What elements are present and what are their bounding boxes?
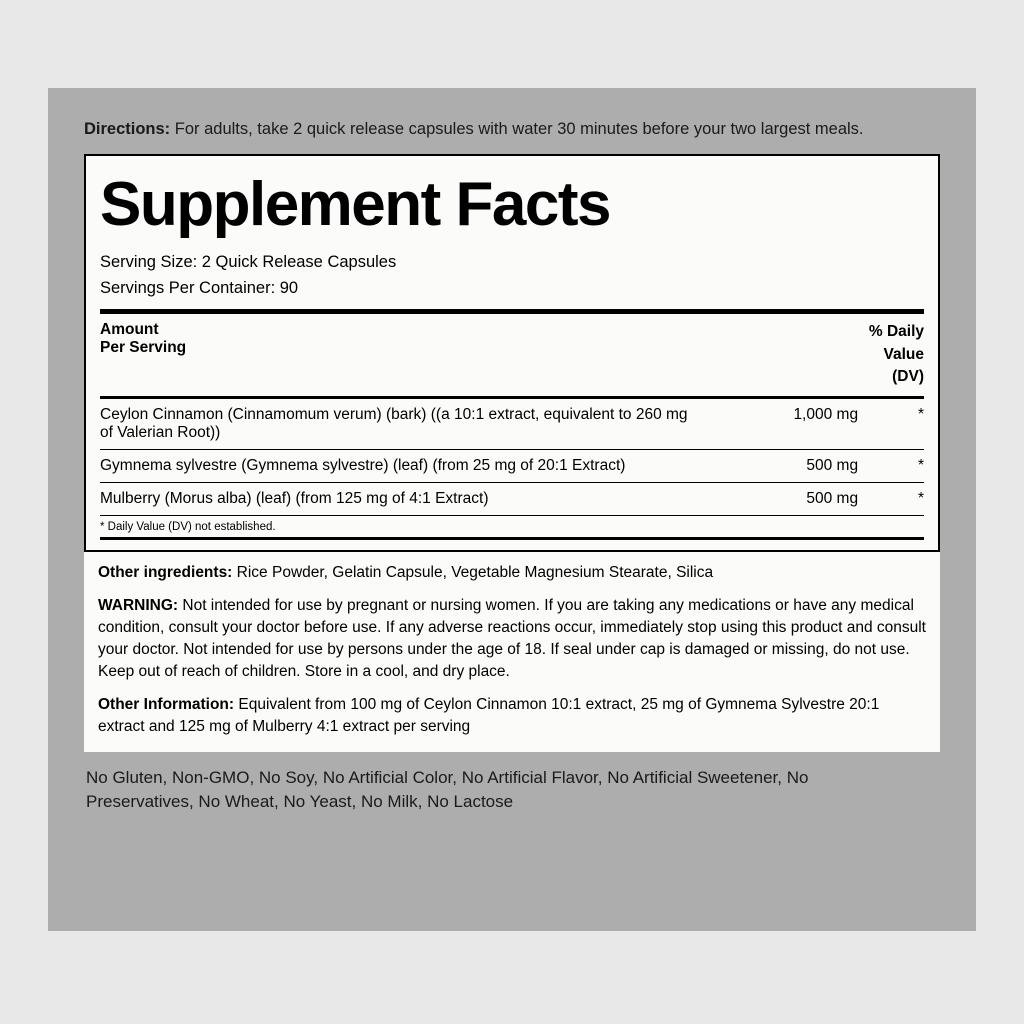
header-dv-line3: (DV) bbox=[892, 368, 924, 386]
header-amount-line2: Per Serving bbox=[100, 339, 187, 357]
header-spacer-cell bbox=[693, 314, 858, 395]
table-header-row bbox=[100, 314, 924, 395]
directions-paragraph bbox=[84, 118, 884, 140]
label-notes-section bbox=[84, 552, 940, 752]
warning-label: WARNING: bbox=[98, 597, 179, 615]
supplement-facts-table bbox=[100, 314, 924, 395]
row-amount: 500 mg bbox=[693, 482, 858, 515]
other-ingredients-label: Other ingredients: bbox=[98, 563, 233, 581]
serving-size: Serving Size: 2 Quick Release Capsules bbox=[100, 253, 397, 272]
row-dv: * bbox=[858, 482, 924, 515]
header-amount-line1: Amount bbox=[100, 321, 159, 339]
supplement-facts-title: Supplement Facts bbox=[100, 170, 610, 240]
row-dv: * bbox=[858, 449, 924, 482]
other-information-paragraph bbox=[98, 694, 926, 737]
directions-label: Directions: bbox=[84, 120, 171, 138]
table-row bbox=[100, 482, 924, 515]
other-information-label: Other Information: bbox=[98, 696, 235, 714]
supplement-facts-rows bbox=[100, 399, 924, 515]
row-dv: * bbox=[917, 405, 924, 423]
table-row bbox=[100, 399, 924, 450]
product-claims: No Gluten, Non-GMO, No Soy, No Artificial Color, No Artificial Flavor, No Artificial Sweetener, No Preservatives, No Wheat, No Yeast, No Milk, No Lactose bbox=[86, 767, 809, 812]
header-dv-line1: % Daily bbox=[868, 323, 924, 341]
warning-paragraph bbox=[98, 595, 926, 682]
divider-bottom bbox=[100, 537, 924, 540]
header-dv-cell bbox=[858, 314, 924, 395]
daily-value-footnote: * Daily Value (DV) not established. bbox=[100, 520, 276, 533]
row-name: Gymnema sylvestre (Gymnema sylvestre) (leaf) (from 25 mg of 20:1 Extract) bbox=[100, 449, 693, 482]
other-information-text: Equivalent from 100 mg of Ceylon Cinnamon 10:1 extract, 25 mg of Gymnema Sylvestre 20:1 extract and 125 mg of Mulberry 4:1 extract per serving bbox=[98, 696, 880, 735]
other-ingredients-text: Rice Powder, Gelatin Capsule, Vegetable Magnesium Stearate, Silica bbox=[232, 563, 714, 581]
warning-text: Not intended for use by pregnant or nursing women. If you are taking any medications or have any medical condition, consult your doctor before use. If any adverse reactions occur, immediately stop using this product and consult your doctor. Not intended for use by persons under the age of 18. If seal under cap is damaged or missing, do not use. Keep out of reach of children. Store in a cool, and dry place. bbox=[98, 597, 926, 680]
row-name: Mulberry (Morus alba) (leaf) (from 125 mg of 4:1 Extract) bbox=[100, 482, 693, 515]
header-amount-cell bbox=[100, 314, 693, 395]
row-amount: 1,000 mg bbox=[793, 405, 859, 423]
table-row bbox=[100, 449, 924, 482]
directions-text: For adults, take 2 quick release capsules with water 30 minutes before your two largest meals. bbox=[170, 120, 864, 138]
supplement-facts-panel bbox=[84, 154, 940, 552]
label-content bbox=[84, 118, 940, 815]
other-ingredients-paragraph bbox=[98, 562, 926, 584]
servings-per-container: Servings Per Container: 90 bbox=[100, 278, 299, 297]
row-name: Ceylon Cinnamon (Cinnamomum verum) (bark) ((a 10:1 extract, equivalent to 260 mg of Valerian Root)) bbox=[100, 405, 688, 441]
header-dv-line2: Value bbox=[883, 345, 924, 363]
row-amount: 500 mg bbox=[693, 449, 858, 482]
